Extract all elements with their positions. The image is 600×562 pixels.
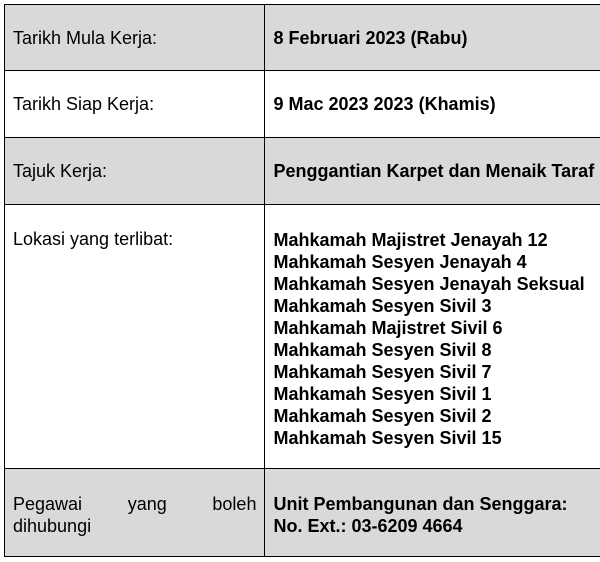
end-date-label: Tarikh Siap Kerja: [5,71,265,138]
contact-label-line1 [13,493,256,515]
list-item: Mahkamah Sesyen Sivil 3 [273,296,492,316]
contact-value [265,469,600,557]
start-date-label: Tarikh Mula Kerja: [5,5,265,71]
row-start-date [5,5,600,71]
contact-unit: Unit Pembangunan dan Senggara: [273,494,568,514]
work-title-value: Penggantian Karpet dan Menaik Taraf [265,138,600,205]
list-item: Mahkamah Sesyen Sivil 7 [273,362,492,382]
contact-label-word: Pegawai [13,494,83,514]
list-item: Mahkamah Majistret Sivil 6 [273,318,503,338]
row-work-title [5,138,600,205]
contact-label-word: yang [127,494,167,514]
list-item: Mahkamah Sesyen Sivil 2 [273,406,492,426]
row-locations [5,205,600,469]
work-notice-table [4,4,600,557]
contact-label-line2: dihubungi [13,516,92,536]
contact-label-word: boleh [212,494,257,514]
row-end-date [5,71,600,138]
start-date-value: 8 Februari 2023 (Rabu) [265,5,600,71]
list-item: Mahkamah Majistret Jenayah 12 [273,230,548,250]
list-item: Mahkamah Sesyen Sivil 1 [273,384,492,404]
list-item: Mahkamah Sesyen Jenayah 4 [273,252,527,272]
list-item: Mahkamah Sesyen Jenayah Seksual [273,274,585,294]
list-item: Mahkamah Sesyen Sivil 8 [273,340,492,360]
locations-list [273,229,600,449]
end-date-value: 9 Mac 2023 2023 (Khamis) [265,71,600,138]
row-contact [5,469,600,557]
locations-value [265,205,600,469]
work-title-label: Tajuk Kerja: [5,138,265,205]
list-item: Mahkamah Sesyen Sivil 15 [273,428,502,448]
contact-label [5,469,265,557]
locations-label: Lokasi yang terlibat: [5,205,265,469]
contact-extension: No. Ext.: 03-6209 4664 [273,516,463,536]
